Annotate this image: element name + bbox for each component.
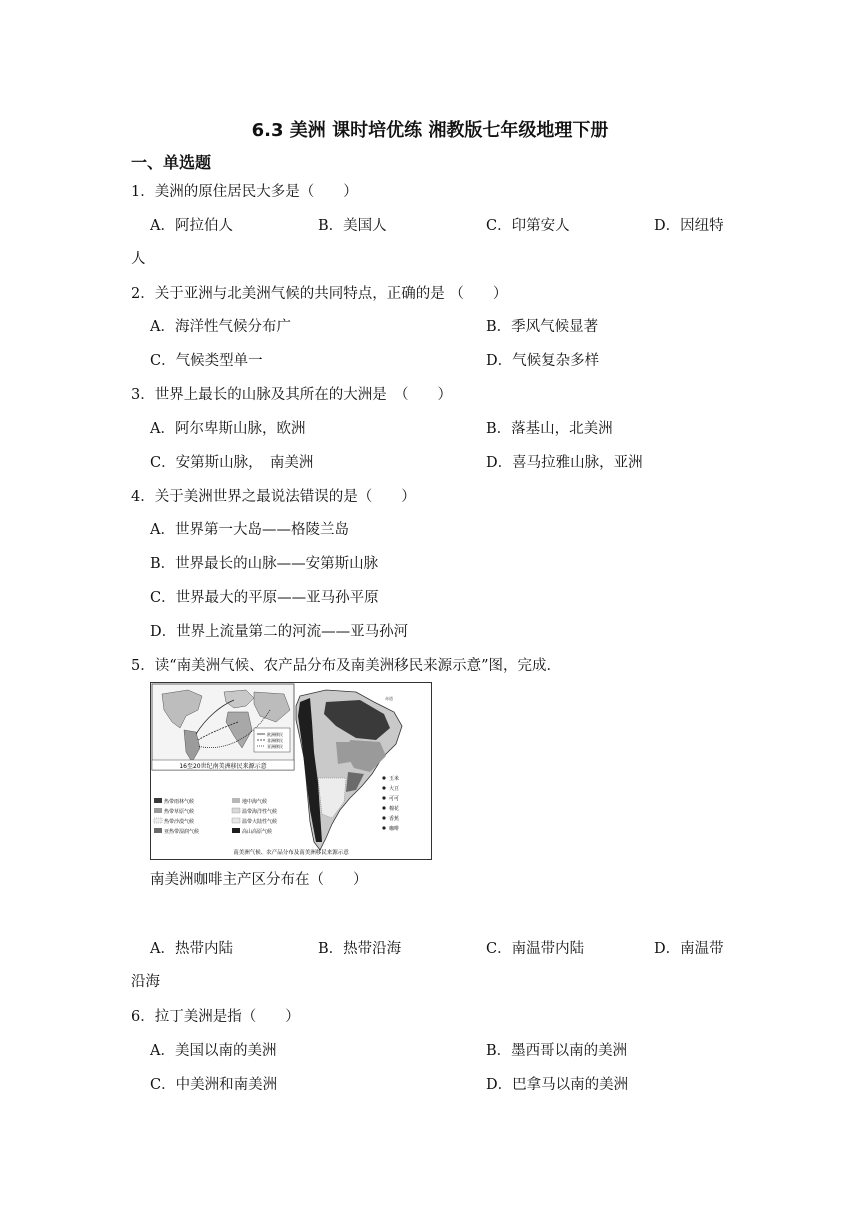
question-2-stem: 2．关于亚洲与北美洲气候的共同特点，正确的是 （ ）	[131, 286, 508, 302]
q2-option-c: C．气候类型单一	[150, 353, 263, 369]
q5-option-a: A．热带内陆	[150, 941, 233, 957]
q2-option-b: B．季风气候显著	[486, 319, 599, 335]
q3-option-b: B．落基山，北美洲	[486, 421, 613, 437]
q4-option-c: C．世界最大的平原——亚马孙平原	[150, 590, 379, 606]
svg-text:赤道: 赤道	[385, 696, 393, 701]
q1-option-c: C．印第安人	[486, 218, 570, 234]
q3-option-d: D．喜马拉雅山脉，亚洲	[486, 455, 643, 471]
climate-legend-highland: 高山高原气候	[242, 829, 273, 835]
crop-legend-cocoa: 可可	[389, 796, 400, 802]
climate-legend-temperate-maritime: 温带海洋性气候	[242, 809, 278, 815]
question-1-stem: 1．美洲的原住居民大多是（ ）	[131, 184, 358, 200]
climate-legend-mediterranean: 地中海气候	[242, 799, 268, 805]
q6-option-b: B．墨西哥以南的美洲	[486, 1043, 628, 1059]
q2-option-d: D．气候复杂多样	[486, 353, 600, 369]
q3-option-a: A．阿尔卑斯山脉，欧洲	[150, 421, 306, 437]
climate-legend-subtropical-humid: 亚热带湿润气候	[164, 829, 200, 835]
q6-option-a: A．美国以南的美洲	[150, 1043, 277, 1059]
crop-legend-soybean: 大豆	[389, 786, 400, 792]
q1-option-d: D．因纽特	[654, 218, 724, 234]
climate-legend-rainforest: 热带雨林气候	[164, 799, 195, 805]
crop-legend-cotton: 棉花	[389, 806, 400, 812]
figure-main-caption: 南美洲气候、农产品分布及南美洲移民来源示意	[233, 850, 349, 856]
question-5-sub-stem: 南美洲咖啡主产区分布在（ ）	[150, 872, 368, 888]
q5-option-c: C．南温带内陆	[486, 941, 585, 957]
q4-option-d: D．世界上流量第二的河流——亚马孙河	[150, 624, 409, 640]
climate-legend-temperate-continental: 温带大陆性气候	[242, 819, 278, 825]
q2-option-a: A．海洋性气候分布广	[150, 319, 291, 335]
question-5-stem: 5．读“南美洲气候、农产品分布及南美洲移民来源示意”图，完成．	[131, 658, 562, 674]
climate-legend-desert: 热带沙漠气候	[164, 819, 195, 825]
question-3-stem: 3．世界上最长的山脉及其所在的大洲是 （ ）	[131, 387, 452, 403]
q1-option-b: B．美国人	[318, 218, 387, 234]
q5-option-d: D．南温带	[654, 941, 724, 957]
q5-option-b: B．热带沿海	[318, 941, 402, 957]
south-america-map-figure	[150, 682, 432, 860]
q1-option-d-wrap: 人	[131, 251, 146, 267]
question-6-stem: 6．拉丁美洲是指（ ）	[131, 1009, 300, 1025]
crop-legend-corn: 玉米	[389, 776, 400, 782]
inset-legend-africa: 非洲移民	[267, 738, 283, 743]
inset-world-map	[152, 684, 294, 770]
document-title: 6.3 美洲 课时培优练 湘教版七年级地理下册	[251, 120, 609, 141]
q4-option-b: B．世界最长的山脉——安第斯山脉	[150, 556, 379, 572]
inset-legend-europe: 欧洲移民	[267, 732, 283, 737]
map-illustration	[150, 682, 432, 860]
q3-option-c: C．安第斯山脉， 南美洲	[150, 455, 314, 471]
section-heading: 一、单选题	[131, 153, 212, 172]
q6-option-d: D．巴拿马以南的美洲	[486, 1077, 629, 1093]
climate-legend-savanna: 热带草原气候	[164, 809, 195, 815]
inset-legend-asia: 亚洲移民	[267, 744, 283, 749]
q1-option-a: A．阿拉伯人	[150, 218, 233, 234]
crop-legend-coffee: 咖啡	[389, 826, 400, 832]
q6-option-c: C．中美洲和南美洲	[150, 1077, 278, 1093]
question-4-stem: 4．关于美洲世界之最说法错误的是（ ）	[131, 489, 416, 505]
crop-legend-banana: 香蕉	[389, 816, 400, 822]
inset-caption: 16至20世纪南美洲移民来源示意	[179, 763, 267, 770]
q5-option-d-wrap: 沿海	[131, 974, 160, 990]
q4-option-a: A．世界第一大岛——格陵兰岛	[150, 522, 349, 538]
